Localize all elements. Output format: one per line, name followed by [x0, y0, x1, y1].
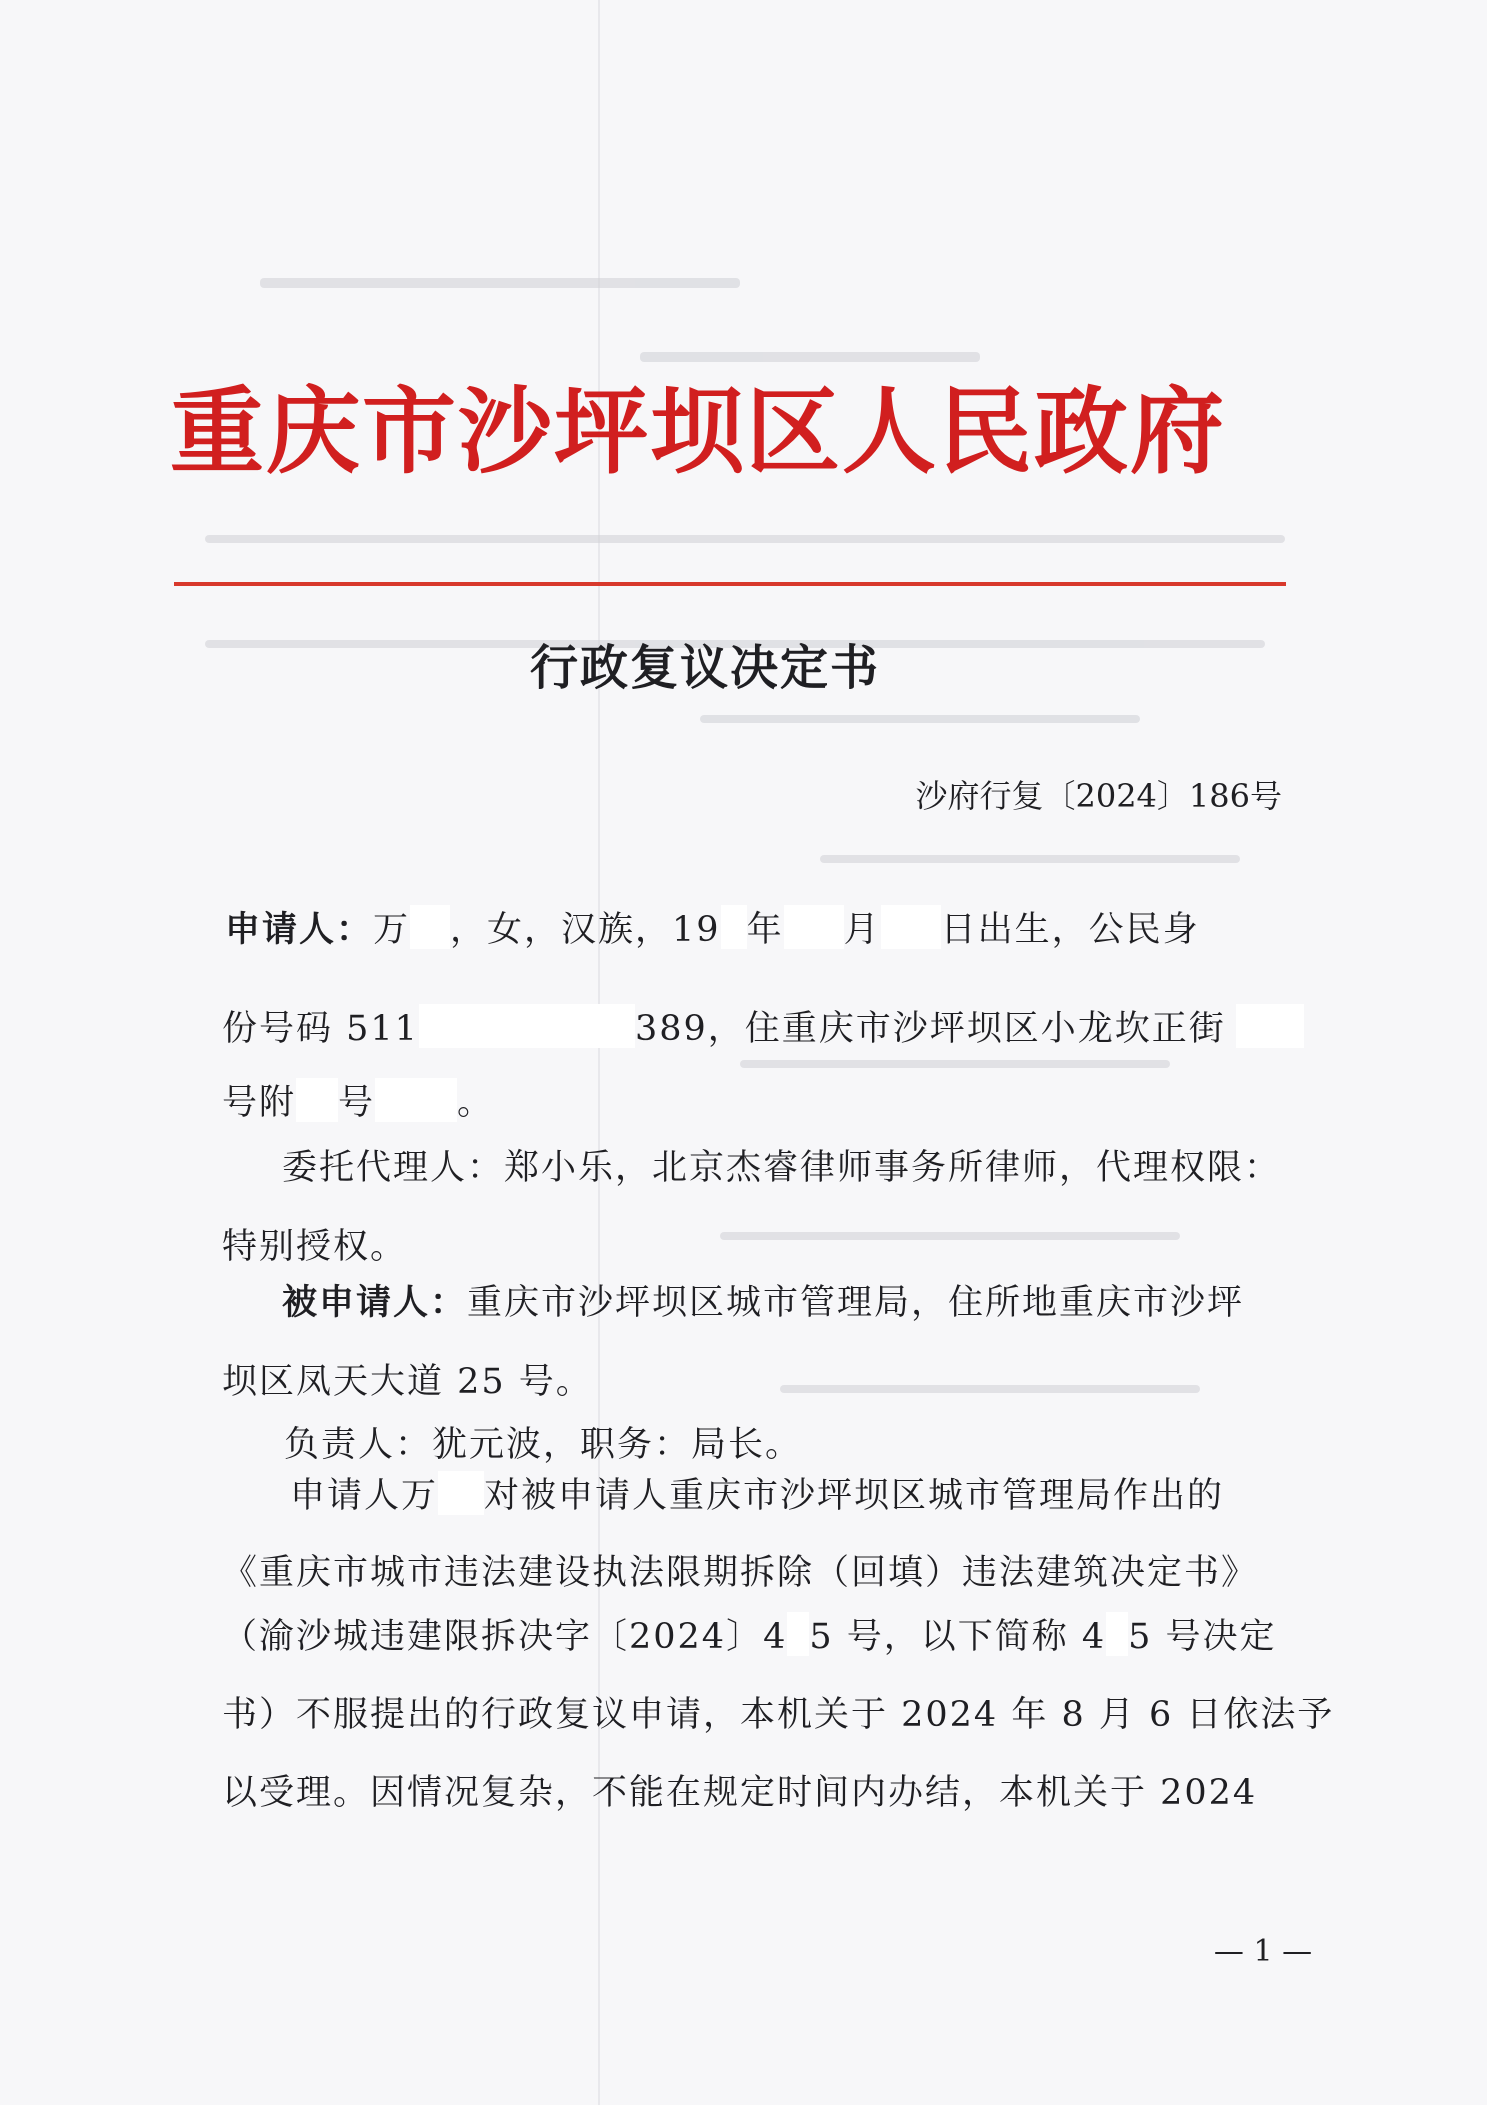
redaction-box [881, 905, 941, 949]
redaction-box [419, 1004, 635, 1048]
redaction-box [784, 905, 844, 949]
respondent-label: 被申请人： [282, 1282, 468, 1323]
redaction-box [1106, 1612, 1128, 1656]
respondent-line-2: 坝区凤天大道 25 号。 [222, 1362, 593, 1402]
body-paragraph-line-3: （渝沙城违建限拆决字〔2024〕4 5 号，以下简称 4 5 号决定 [222, 1612, 1322, 1662]
redaction-box [438, 1471, 484, 1515]
applicant-line-2: 份号码 511 389，住重庆市沙坪坝区小龙坎正街 [222, 1004, 1322, 1054]
redaction-box [1236, 1004, 1304, 1048]
page-number: — 1 — [1213, 1934, 1313, 1969]
document-number: 沙府行复〔2024〕186号 [915, 777, 1282, 815]
body-paragraph-line-1: 申请人万 对被申请人重庆市沙坪坝区城市管理局作出的 [290, 1471, 1390, 1521]
body-paragraph-line-5: 以受理。因情况复杂，不能在规定时间内办结，本机关于 2024 [222, 1773, 1258, 1813]
redaction-box [721, 905, 747, 949]
applicant-line-3: 号附 号 。 [222, 1078, 1322, 1128]
redaction-box [296, 1078, 338, 1122]
redaction-box [410, 905, 450, 949]
agent-line-1: 委托代理人：郑小乐，北京杰睿律师事务所律师，代理权限： [282, 1148, 1282, 1188]
applicant-line-1: 申请人：万 ，女，汉族，19 年 月 日出生，公民身 [225, 905, 1325, 955]
body-paragraph-line-2: 《重庆市城市违法建设执法限期拆除（回填）违法建筑决定书》 [222, 1553, 1259, 1593]
issuing-authority-title: 重庆市沙坪坝区人民政府 [170, 377, 1227, 487]
redaction-box [375, 1078, 457, 1122]
applicant-label: 申请人： [225, 909, 374, 950]
agent-line-2: 特别授权。 [222, 1227, 408, 1267]
respondent-line-1: 被申请人：重庆市沙坪坝区城市管理局，住所地重庆市沙坪 [282, 1282, 1245, 1323]
body-paragraph-line-4: 书）不服提出的行政复议申请，本机关于 2024 年 8 月 6 日依法予 [222, 1695, 1335, 1735]
document-type-title: 行政复议决定书 [530, 640, 881, 696]
red-separator-rule [174, 582, 1286, 586]
head-of-respondent-line: 负责人：犹元波，职务：局长。 [284, 1425, 803, 1465]
redaction-box [787, 1612, 809, 1656]
